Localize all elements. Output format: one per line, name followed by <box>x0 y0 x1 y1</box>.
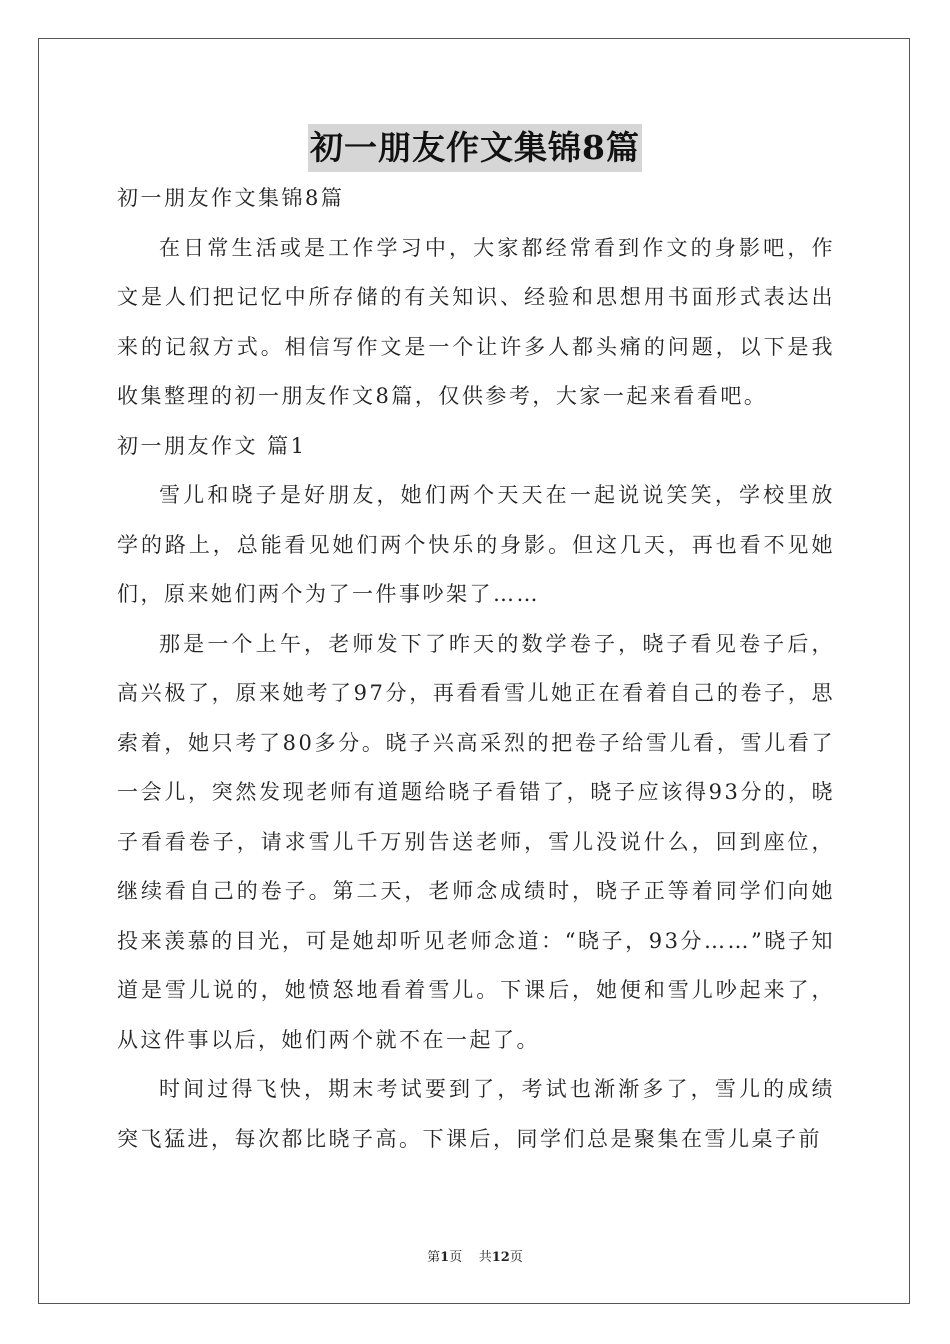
section-heading: 初一朋友作文 篇1 <box>117 433 307 458</box>
footer-middle: 页 共 <box>449 1250 492 1265</box>
paragraph: 在日常生活或是工作学习中，大家都经常看到作文的身影吧，作文是人们把记忆中所存储的有关知识、经验和思想用书面形式表达出来的记叙方式。相信写作文是一个让许多人都头痛的问题，以下是我收集整理的初一朋友作文8篇，仅供参考，大家一起来看看吧。 <box>117 235 835 408</box>
document-body <box>117 174 835 1164</box>
footer-prefix: 第 <box>427 1250 441 1265</box>
footer-suffix: 页 <box>509 1250 523 1265</box>
paragraph: 时间过得飞快，期末考试要到了，考试也渐渐多了，雪儿的成绩突飞猛进，每次都比晓子高。下课后，同学们总是聚集在雪儿桌子前 <box>117 1077 835 1151</box>
paragraph: 初一朋友作文集锦8篇 <box>117 186 345 210</box>
current-page-number: 1 <box>440 1250 450 1265</box>
paragraph: 那是一个上午，老师发下了昨天的数学卷子，晓子看见卷子后，高兴极了，原来她考了97分，再看看雪儿她正在看着自己的卷子，思索着，她只考了80多分。晓子兴高采烈的把卷子给雪儿看，雪儿看了一会儿，突然发现老师有道题给晓子看错了，晓子应该得93分的，晓子看看卷子，请求雪儿千万别告送老师，雪儿没说什么，回到座位，继续看自己的卷子。第二天，老师念成绩时，晓子正等着同学们向她投来羡慕的目光，可是她却听见老师念道：“晓子，93分……”晓子知道是雪儿说的，她愤怒地看着雪儿。下课后，她便和雪儿吵起来了，从这件事以后，她们两个就不在一起了。 <box>117 631 835 1052</box>
title-container <box>0 124 950 172</box>
paragraph: 雪儿和晓子是好朋友，她们两个天天在一起说说笑笑，学校里放学的路上，总能看见她们两个快乐的身影。但这几天，再也看不见她们，原来她们两个为了一件事吵架了…… <box>117 483 835 606</box>
page-footer <box>0 1246 950 1265</box>
total-pages-number: 12 <box>491 1250 510 1265</box>
document-title: 初一朋友作文集锦8篇 <box>308 124 642 172</box>
